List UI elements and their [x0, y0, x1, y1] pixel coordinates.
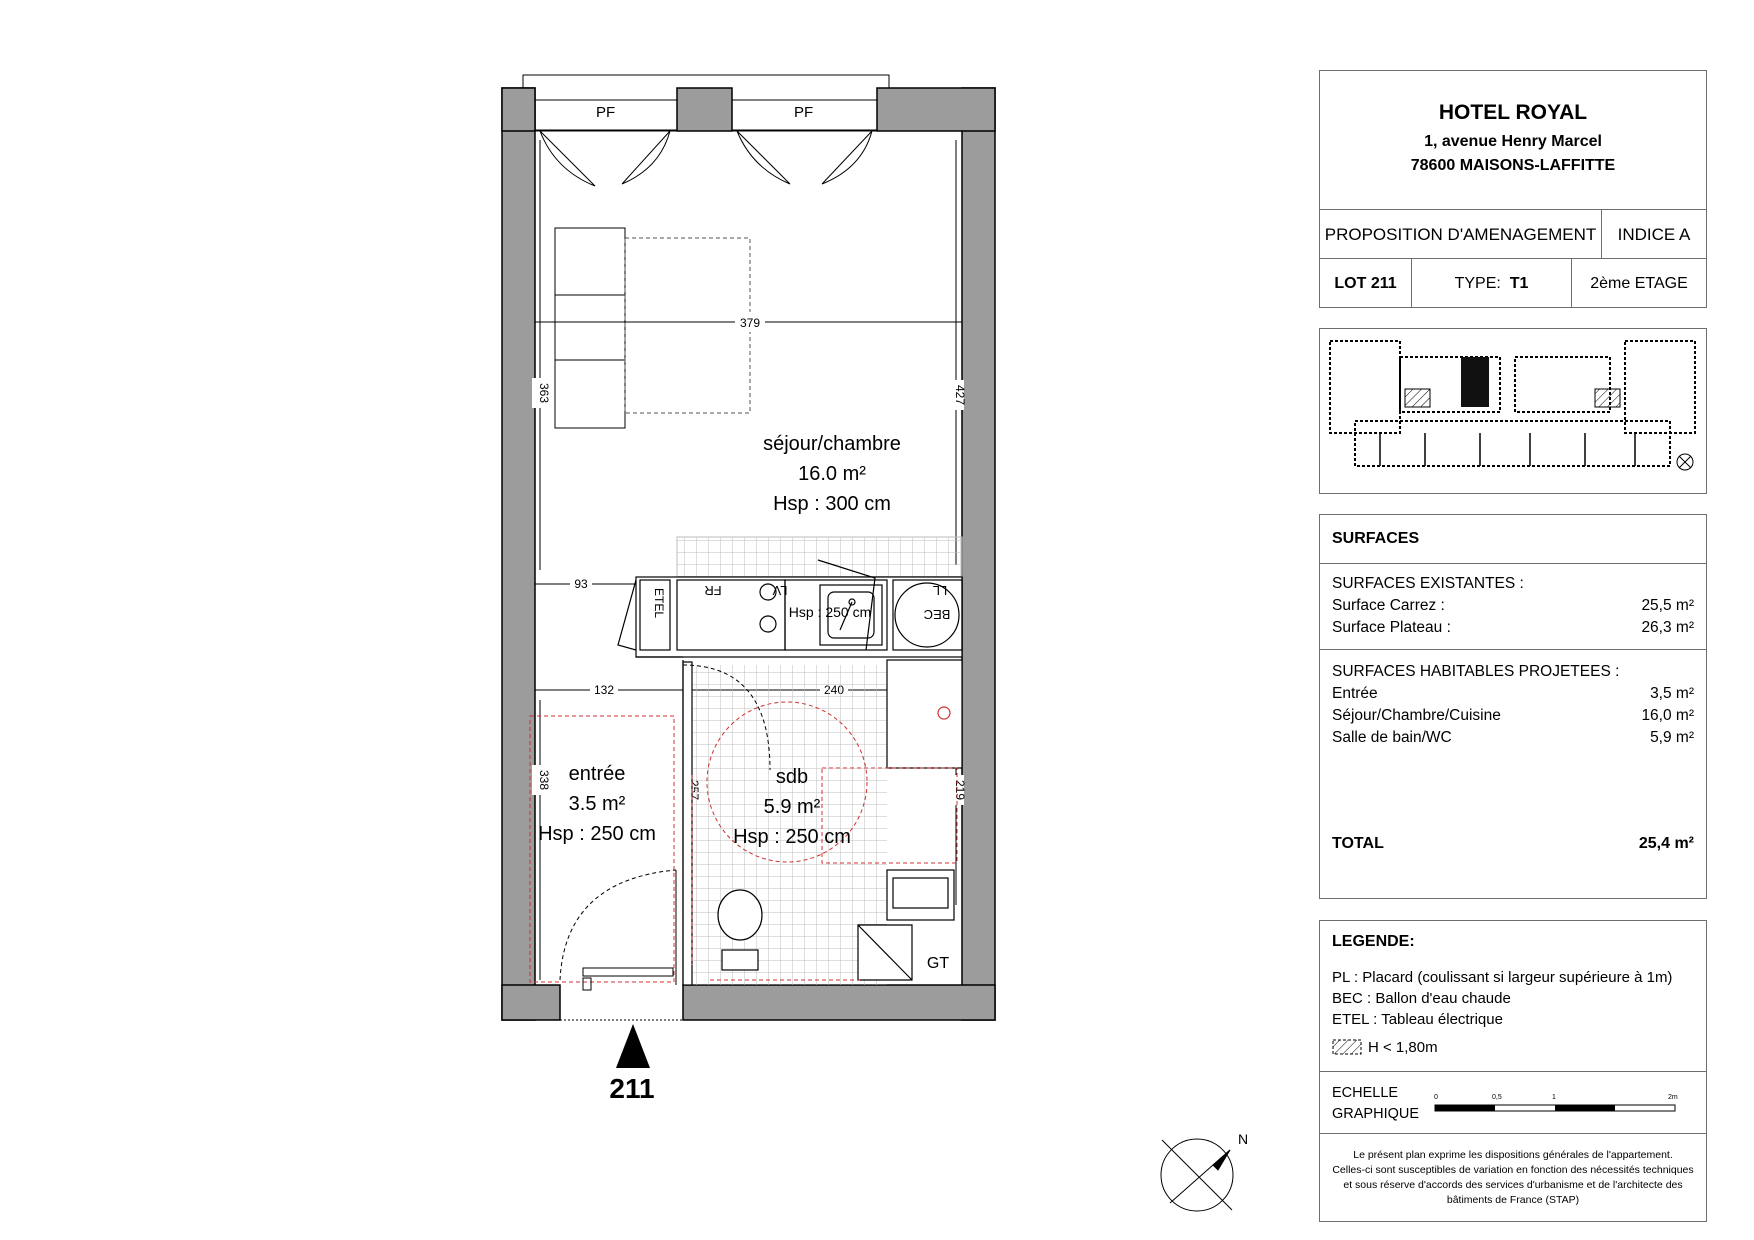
dimension-379: 379: [739, 316, 761, 330]
sdb-area: 5.9 m²: [763, 796, 821, 818]
surfaces-panel: [1319, 514, 1707, 899]
existing-plateau-row: [1332, 619, 1694, 637]
existing-carrez-value: 25,5 m²: [1641, 597, 1694, 614]
total-row: [1332, 835, 1694, 853]
kitchen-height: Hsp : 250 cm: [788, 604, 872, 620]
french-doors: [540, 131, 872, 186]
projected-entree-value: 3,5 m²: [1650, 685, 1694, 702]
north-arrow-icon: [1161, 1139, 1233, 1211]
sejour-height: Hsp : 300 cm: [773, 493, 891, 515]
legend-title: LEGENDE:: [1332, 933, 1415, 950]
projected-entree-label: Entrée: [1332, 685, 1378, 702]
address-line2: 78600 MAISONS-LAFFITTE: [1410, 157, 1616, 174]
lv-label: LV: [772, 583, 788, 598]
etel-label: ETEL: [652, 587, 666, 619]
existing-plateau-label: Surface Plateau :: [1332, 619, 1451, 636]
gt-label: GT: [926, 955, 950, 972]
fr-label: FR: [704, 583, 722, 598]
projected-sejour-row: [1332, 707, 1694, 725]
lot-value: LOT 211: [1334, 274, 1397, 292]
existing-plateau-value: 26,3 m²: [1641, 619, 1694, 636]
disclaimer-line3: et sous réserve d'accords des services d'urbanisme et de l'architecte des: [1343, 1179, 1683, 1191]
project-name: HOTEL ROYAL: [1438, 101, 1588, 124]
projected-entree-row: [1332, 685, 1694, 703]
type-value: T1: [1509, 274, 1529, 292]
proposal-row: [1320, 209, 1706, 259]
legend-panel: [1319, 920, 1707, 1222]
entree-name: entrée: [568, 763, 626, 785]
surfaces-title: SURFACES: [1332, 530, 1420, 547]
north-label: N: [1238, 1131, 1249, 1147]
projected-title: SURFACES HABITABLES PROJETEES :: [1332, 663, 1620, 680]
sejour-area: 16.0 m²: [798, 463, 866, 485]
hatch-swatch-icon: [1332, 1039, 1362, 1055]
graphic-scale: [1432, 1091, 1697, 1125]
existing-carrez-row: [1332, 597, 1694, 615]
entree-area: 3.5 m²: [568, 793, 626, 815]
disclaimer-line2: Celles-ci sont susceptibles de variation en fonction des nécessités techniques: [1332, 1164, 1694, 1176]
scale-label2: GRAPHIQUE: [1332, 1106, 1420, 1122]
dimension-93: 93: [574, 577, 588, 591]
disclaimer-line4: bâtiments de France (STAP): [1446, 1194, 1580, 1206]
key-plan-drawing: [1320, 329, 1706, 493]
ll-label: LL: [932, 583, 948, 598]
total-value: 25,4 m²: [1638, 835, 1694, 852]
type-cell: [1412, 259, 1572, 308]
scale-tick-2: 2m: [1668, 1094, 1678, 1101]
projected-sdb-value: 5,9 m²: [1650, 729, 1694, 746]
kitchen-tiles: [677, 537, 962, 577]
dimension-427: 427: [953, 384, 967, 406]
sdb-height: Hsp : 250 cm: [733, 826, 851, 848]
scale-tick-05: 0,5: [1492, 1094, 1502, 1101]
disclaimer-line1: Le présent plan exprime les dispositions générales de l'appartement.: [1353, 1149, 1673, 1161]
lot-row: [1320, 258, 1706, 308]
projected-sdb-label: Salle de bain/WC: [1332, 729, 1452, 746]
legend-item-bec: BEC : Ballon d'eau chaude: [1332, 990, 1511, 1007]
key-plan: [1319, 328, 1707, 494]
floor-label: 2ème ETAGE: [1590, 274, 1688, 292]
hatch-label: H < 1,80m: [1368, 1039, 1438, 1056]
proposal-label: PROPOSITION D'AMENAGEMENT: [1320, 210, 1602, 259]
projected-sejour-label: Séjour/Chambre/Cuisine: [1332, 707, 1501, 724]
entrance-arrow-icon: [616, 1024, 650, 1068]
indice-label: INDICE A: [1617, 224, 1691, 244]
projected-sejour-value: 16,0 m²: [1641, 707, 1694, 724]
entrance-door: [560, 870, 683, 1020]
type-label: TYPE:: [1454, 274, 1501, 292]
scale-tick-1: 1: [1552, 1094, 1556, 1101]
scale-label1: ECHELLE: [1332, 1085, 1399, 1101]
existing-title: SURFACES EXISTANTES :: [1332, 575, 1524, 592]
dimension-338: 338: [537, 769, 551, 791]
projected-sdb-row: [1332, 729, 1694, 747]
entrance-lot-number: 211: [609, 1073, 655, 1104]
legend-item-etel: ETEL : Tableau électrique: [1332, 1011, 1503, 1028]
existing-carrez-label: Surface Carrez :: [1332, 597, 1445, 614]
dimension-132: 132: [593, 683, 615, 697]
bed: [555, 228, 750, 428]
title-block: [1319, 70, 1707, 308]
total-label: TOTAL: [1332, 835, 1384, 852]
dimension-363: 363: [537, 382, 551, 404]
lot-label: [1320, 259, 1412, 308]
dimension-219: 219: [953, 779, 967, 801]
legend-item-pl: PL : Placard (coulissant si largeur supérieure à 1m): [1332, 969, 1673, 986]
entree-height: Hsp : 250 cm: [538, 823, 656, 845]
bec-label: BEC: [923, 607, 951, 622]
sdb-name: sdb: [775, 766, 809, 788]
scale-tick-0: 0: [1434, 1094, 1438, 1101]
sejour-name: séjour/chambre: [763, 433, 901, 455]
window-label-left: PF: [596, 104, 616, 121]
window-label-right: PF: [794, 104, 814, 121]
address-line1: 1, avenue Henry Marcel: [1424, 133, 1602, 150]
